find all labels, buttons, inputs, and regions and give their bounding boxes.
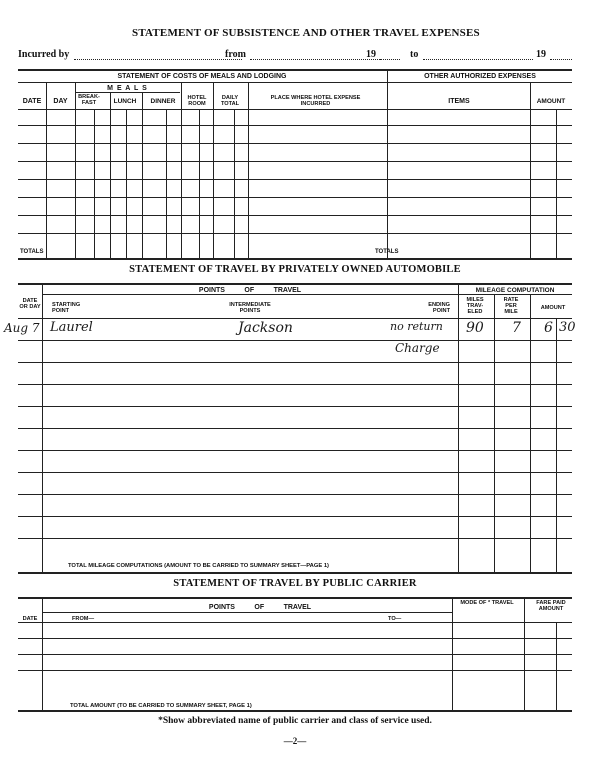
entry-end-2[interactable]: Charge — [395, 341, 440, 355]
year-label-2: 19 — [536, 49, 546, 60]
meals-section-title: STATEMENT OF COSTS OF MEALS AND LODGING — [117, 73, 287, 80]
auto-col-start: STARTING POINT — [52, 302, 81, 314]
auto-col-intermediate: INTERMEDIATE POINTS — [229, 302, 271, 314]
carrier-section-title: STATEMENT OF TRAVEL BY PUBLIC CARRIER — [173, 578, 417, 589]
col-breakfast: BREAK-FAST — [78, 94, 100, 106]
meals-label: M E A L S — [107, 85, 148, 92]
auto-col-rate: RATE PER MILE — [503, 297, 519, 315]
page-number: —2— — [283, 736, 307, 746]
auto-col-date: DATE OR DAY — [19, 298, 41, 310]
entry-rate[interactable]: 7 — [512, 320, 521, 336]
col-hotel-room: HOTEL ROOM — [187, 95, 207, 107]
entry-amount-cents[interactable]: 30 — [559, 320, 576, 335]
year-label-1: 19 — [366, 49, 376, 60]
carrier-from-label: FROM— — [72, 616, 95, 622]
col-items: ITEMS — [448, 98, 470, 105]
mileage-header: MILEAGE COMPUTATION — [475, 287, 555, 294]
incurred-by-label: Incurred by — [18, 49, 70, 60]
form-title: STATEMENT OF SUBSISTENCE AND OTHER TRAVEL EXPENSES — [132, 27, 480, 39]
col-place: PLACE WHERE HOTEL EXPENSE INCURRED — [270, 95, 361, 107]
to-label: to — [410, 49, 419, 60]
carrier-mode-label: MODE OF * TRAVEL — [460, 600, 514, 606]
col-date: DATE — [22, 98, 42, 105]
col-day: DAY — [53, 98, 68, 105]
col-dinner: DINNER — [150, 98, 176, 105]
entry-start[interactable]: Laurel — [50, 320, 93, 335]
auto-col-ending: ENDING POINT — [428, 302, 450, 314]
auto-footer: TOTAL MILEAGE COMPUTATIONS (AMOUNT TO BE CARRIED TO SUMMARY SHEET—PAGE 1) — [68, 563, 329, 569]
other-section-title: OTHER AUTHORIZED EXPENSES — [424, 73, 536, 80]
entry-amount-dollars[interactable]: 6 — [544, 320, 553, 336]
entry-date[interactable]: Aug 7 — [4, 321, 40, 335]
auto-points-header: POINTS OF TRAVEL — [198, 287, 302, 294]
auto-section-title: STATEMENT OF TRAVEL BY PRIVATELY OWNED AUTOMOBILE — [129, 264, 461, 275]
carrier-to-label: TO— — [388, 616, 402, 622]
from-label: from — [225, 49, 246, 60]
col-lunch: LUNCH — [113, 98, 137, 105]
col-amount: AMOUNT — [536, 98, 566, 105]
auto-col-miles: MILES TRAV-ELED — [466, 297, 484, 315]
carrier-footer: TOTAL AMOUNT (TO BE CARRIED TO SUMMARY SHEET, PAGE 1) — [70, 703, 252, 709]
entry-miles[interactable]: 90 — [466, 320, 484, 336]
col-daily-total: DAILY TOTAL — [220, 95, 240, 107]
meals-totals-label: TOTALS — [20, 249, 44, 255]
entry-intermediate[interactable]: Jackson — [238, 320, 293, 336]
carrier-fare-label: FARE PAID AMOUNT — [536, 600, 566, 612]
carrier-date-label: DATE — [22, 616, 38, 622]
footnote: *Show abbreviated name of public carrier and class of service used. — [158, 716, 432, 726]
other-totals-label: TOTALS — [375, 249, 399, 255]
entry-end[interactable]: no return — [390, 320, 443, 333]
incurred-line — [18, 49, 578, 63]
carrier-points-header: POINTS OF TRAVEL — [208, 604, 312, 611]
auto-col-amount: AMOUNT — [540, 305, 566, 311]
